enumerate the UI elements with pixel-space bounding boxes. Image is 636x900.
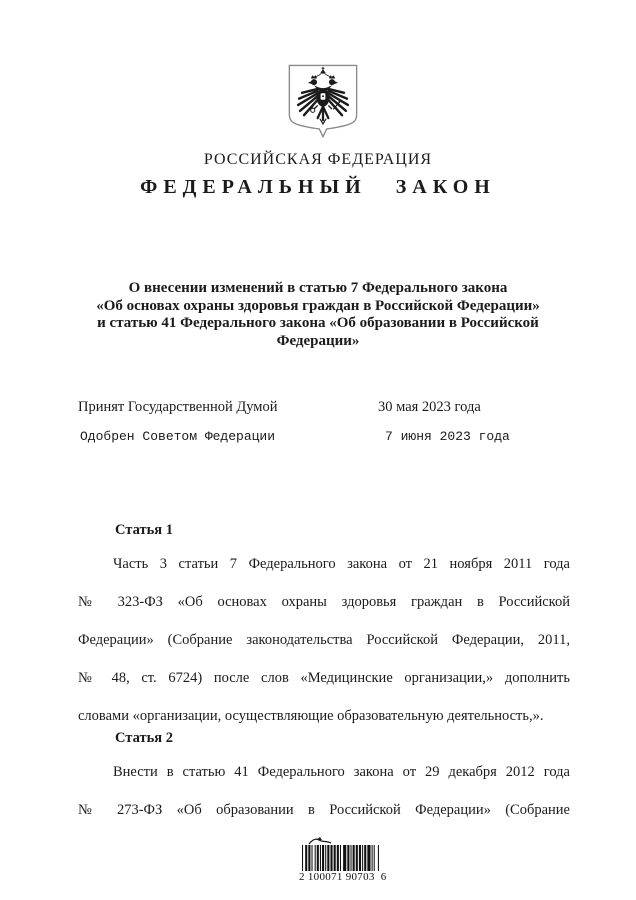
law-title-line: и статью 41 Федерального закона «Об образовании в Российской bbox=[97, 315, 539, 331]
approved-by-council-label: Одобрен Советом Федерации bbox=[80, 429, 276, 444]
article-2-text bbox=[78, 753, 570, 829]
body-line: Федерации» (Собрание законодательства Российской Федерации, 2011, bbox=[78, 632, 570, 648]
country-name: РОССИЙСКАЯ ФЕДЕРАЦИЯ bbox=[203, 151, 433, 168]
body-line: № 273-ФЗ «Об образовании в Российской Федерации» (Собрание bbox=[78, 802, 570, 818]
barcode-top-mark-icon bbox=[307, 837, 333, 845]
body-line: Внести в статью 41 Федерального закона от 29 декабря 2012 года bbox=[113, 764, 570, 780]
article-1-text bbox=[78, 545, 570, 735]
law-title bbox=[58, 280, 578, 350]
barcode-number: 2 100071 90703 6 bbox=[299, 871, 387, 883]
document-type-heading: ФЕДЕРАЛЬНЫЙ ЗАКОН bbox=[140, 176, 496, 198]
body-line: словами «организации, осуществляющие образовательную деятельность,». bbox=[78, 708, 544, 724]
law-title-line: Федерации» bbox=[276, 332, 360, 349]
law-title-line: О внесении изменений в статью 7 Федерального закона bbox=[128, 280, 508, 296]
approved-by-council-date: 7 июня 2023 года bbox=[385, 429, 510, 444]
coat-of-arms-emblem bbox=[287, 64, 359, 142]
barcode-bars bbox=[302, 845, 380, 871]
body-line: Часть 3 статьи 7 Федерального закона от 21 ноября 2011 года bbox=[113, 556, 570, 572]
passed-by-duma-label: Принят Государственной Думой bbox=[78, 399, 278, 415]
body-line: № 48, ст. 6724) после слов «Медицинские организации,» дополнить bbox=[78, 670, 570, 686]
article-2-heading: Статья 2 bbox=[115, 730, 173, 746]
passed-by-duma-date: 30 мая 2023 года bbox=[378, 399, 481, 415]
article-1-heading: Статья 1 bbox=[115, 522, 173, 538]
law-title-line: «Об основах охраны здоровья граждан в Российской Федерации» bbox=[96, 297, 540, 314]
double-headed-eagle-icon bbox=[287, 64, 359, 142]
body-line: № 323-ФЗ «Об основах охраны здоровья граждан в Российской bbox=[78, 594, 570, 610]
barcode bbox=[299, 837, 387, 884]
